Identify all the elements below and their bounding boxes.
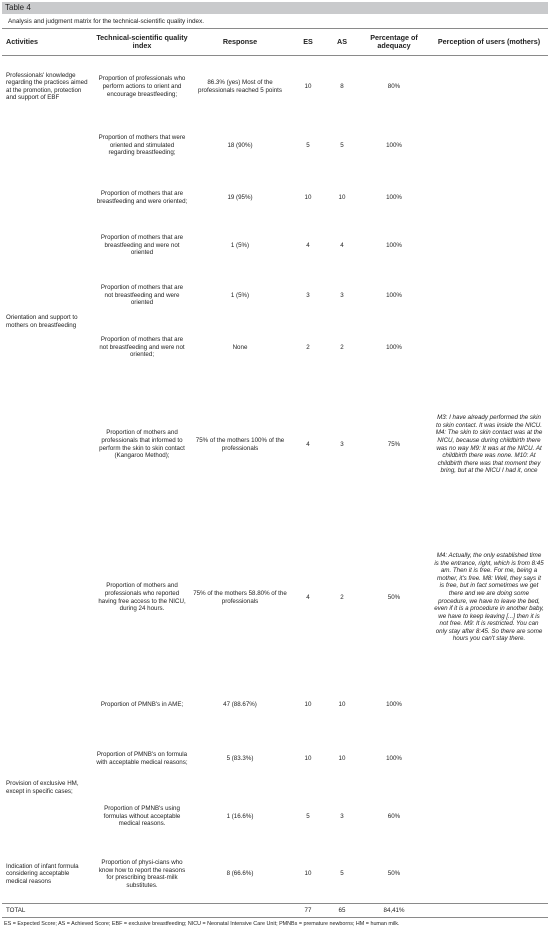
activity-cell: Professionals' knowledge regarding the practices aimed at the promotion, protection and support of EBF [6, 71, 88, 102]
table-row [2, 270, 548, 322]
header-as: AS [326, 29, 358, 56]
header-response: Response [190, 29, 290, 56]
table-caption: Analysis and judgment matrix for the technical-scientific quality index. [2, 14, 548, 29]
activity-cell [2, 118, 94, 174]
total-as: 65 [326, 904, 358, 918]
perception-cell [430, 56, 548, 118]
perception-cell [430, 118, 548, 174]
total-index-cell [94, 904, 190, 918]
as-cell: 8 [340, 82, 344, 90]
response-cell: None [232, 343, 248, 351]
response-cell: 18 (90%) [227, 141, 253, 149]
index-cell: Proportion of mothers that are breastfeeding and were not oriented [100, 234, 184, 257]
activity-cell [2, 680, 94, 730]
perception-cell [430, 322, 548, 374]
activity-cell [2, 516, 94, 680]
index-cell: Proportion of mothers and professionals that informed to perform the skin to skin contact (Kangaroo Method); [99, 429, 185, 460]
table-label: Table 4 [2, 2, 548, 14]
percentage-cell: 100% [386, 141, 402, 149]
activity-cell: Indication of infant formula considering acceptable medical reasons [6, 862, 79, 886]
percentage-cell: 80% [387, 82, 401, 90]
es-cell: 3 [306, 291, 310, 299]
perception-cell [430, 174, 548, 222]
index-cell: Proportion of PMNB's in AME; [100, 700, 184, 708]
percentage-cell: 100% [386, 700, 402, 708]
total-row [2, 904, 548, 918]
total-response-cell [190, 904, 290, 918]
as-cell: 5 [340, 141, 344, 149]
es-cell: 4 [306, 593, 310, 601]
index-cell: Proportion of mothers and professionals who reported having free access to the NICU, during 24 hours. [98, 582, 186, 613]
table-row [2, 374, 548, 516]
index-cell: Proportion of mothers that are not breastfeeding and were oriented [100, 284, 184, 307]
index-cell: Proportion of physi-cians who know how to report the reasons for prescribing breast-milk substitutes. [98, 859, 186, 889]
percentage-cell: 50% [387, 870, 401, 878]
header-index: Technical-scientific quality index [94, 29, 190, 56]
table-row [2, 730, 548, 788]
index-cell: Proportion of mothers that are breastfeeding and were oriented; [96, 189, 188, 205]
es-cell: 4 [306, 241, 310, 249]
es-cell: 10 [304, 754, 312, 762]
response-cell: 1 (5%) [230, 291, 250, 299]
es-cell: 5 [306, 141, 310, 149]
response-cell: 47 (88.67%) [223, 700, 257, 708]
es-cell: 10 [304, 82, 312, 90]
es-cell: 5 [306, 812, 310, 820]
response-cell: 75% of the mothers 58.80% of the professionals [193, 589, 287, 605]
activity-cell [2, 222, 94, 270]
as-cell: 3 [340, 291, 344, 299]
header-row [2, 29, 548, 56]
response-cell: 75% of the mothers 100% of the professionals [195, 436, 285, 452]
es-cell: 2 [306, 343, 310, 351]
percentage-cell: 100% [386, 193, 402, 201]
table-footnote: ES = Expected Score; AS = Achieved Score; EBF = exclusive breastfeeding; NICU = Neonatal Intensive Care Unit; PMNBs = premature newborns; HM = human milk. [4, 921, 400, 927]
response-cell: 19 (95%) [227, 193, 253, 201]
total-label: TOTAL [2, 904, 94, 918]
percentage-cell: 75% [387, 440, 401, 448]
percentage-cell: 100% [386, 291, 402, 299]
table-row [2, 222, 548, 270]
as-cell: 10 [338, 754, 346, 762]
percentage-cell: 100% [386, 241, 402, 249]
header-activities: Activities [2, 29, 94, 56]
as-cell: 10 [338, 700, 346, 708]
es-cell: 4 [306, 440, 310, 448]
as-cell: 4 [340, 241, 344, 249]
as-cell: 2 [340, 343, 344, 351]
perception-cell [430, 788, 548, 846]
perception-cell: M3: I have already performed the skin to skin contact. It was inside the NICU. M4: The skin to skin contact was at the NICU, because during childbirth there was no way M9: It was at the NICU. At childbirth there was none. M10: At childbirth there was that moment they bring, but at the NICU I had it, once [435, 414, 543, 475]
index-cell: Proportion of mothers that were oriented and stimulated regarding breastfeeding; [98, 134, 186, 157]
total-perception-cell [430, 904, 548, 918]
percentage-cell: 50% [387, 593, 401, 601]
index-cell: Proportion of PMNB's on formula with acceptable medical reasons; [96, 750, 188, 766]
perception-cell: M4: Actually, the only established time is the entrance, right, which is from 8:45 am. Then it is free. For me, being a mother, it's free. M8: Well, they says it is free, but in fact sometimes we get there and we are doing some procedure, we have to leave the bed, even if it is a procedure in another baby, we have to keep leaving [...] then it is not free. M9: It is restricted. You can only stay after 8:45. So there are some hours you can't stay there. [434, 551, 544, 643]
table-row [2, 56, 548, 118]
activity-cell [2, 174, 94, 222]
as-cell: 10 [338, 193, 346, 201]
as-cell: 5 [340, 870, 344, 878]
activity-cell [2, 374, 94, 516]
es-cell: 10 [304, 700, 312, 708]
table-row [2, 118, 548, 174]
header-perception: Perception of users (mothers) [430, 29, 548, 56]
percentage-cell: 100% [386, 754, 402, 762]
header-percentage: Percentage of adequacy [358, 29, 430, 56]
table-row [2, 174, 548, 222]
document-page [0, 2, 550, 950]
as-cell: 3 [340, 812, 344, 820]
quality-index-table [2, 29, 548, 918]
as-cell: 3 [340, 440, 344, 448]
perception-cell [430, 730, 548, 788]
total-es: 77 [290, 904, 326, 918]
table-row [2, 516, 548, 680]
response-cell: 1 (16.6%) [226, 812, 254, 820]
index-cell: Proportion of PMNB's using formulas without acceptable medical reasons. [103, 805, 181, 828]
activity-cell: Provision of exclusive HM, except in specific cases; [6, 779, 79, 795]
perception-cell [430, 270, 548, 322]
perception-cell [430, 222, 548, 270]
es-cell: 10 [304, 193, 312, 201]
index-cell: Proportion of mothers that are not breastfeeding and were not oriented; [99, 336, 185, 359]
perception-cell [430, 846, 548, 904]
index-cell: Proportion of professionals who perform actions to orient and encourage breastfeeding; [98, 75, 186, 98]
activity-cell: Orientation and support to mothers on breastfeeding [6, 313, 78, 329]
table-row [2, 680, 548, 730]
table-row [2, 846, 548, 904]
total-percentage: 84,41% [358, 904, 430, 918]
percentage-cell: 100% [386, 343, 402, 351]
response-cell: 86.3% (yes) Most of the professionals reached 5 points [198, 79, 282, 94]
perception-cell [430, 680, 548, 730]
es-cell: 10 [304, 870, 312, 878]
percentage-cell: 60% [387, 812, 401, 820]
as-cell: 2 [340, 593, 344, 601]
response-cell: 8 (66.6%) [226, 870, 254, 878]
response-cell: 1 (5%) [230, 241, 250, 249]
response-cell: 5 (83.3%) [226, 754, 254, 762]
header-es: ES [290, 29, 326, 56]
